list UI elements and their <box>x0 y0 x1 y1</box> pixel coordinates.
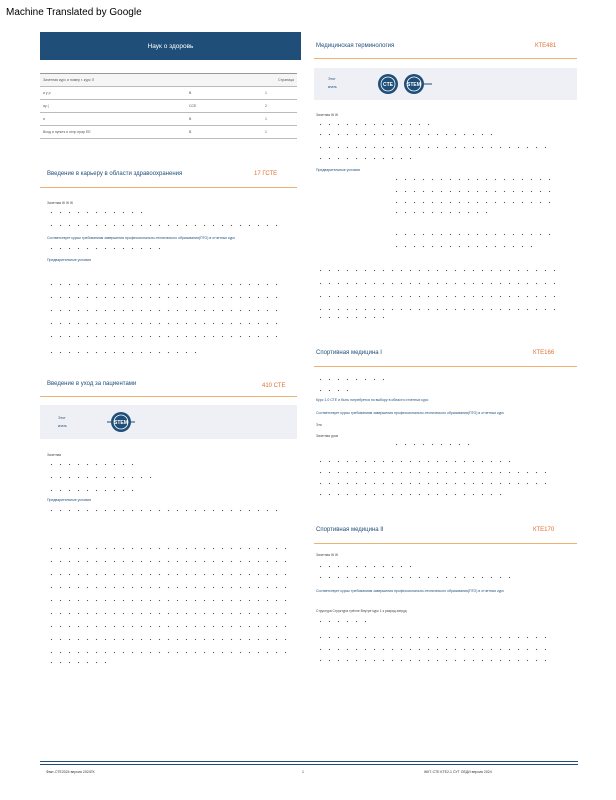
text-line: Соответствует курсы требованиям завершения профессионально-технического образования(ПТО) в отчетных курс <box>316 411 505 415</box>
text-dots <box>392 201 552 204</box>
text-dots <box>392 443 472 446</box>
text-dots <box>316 482 546 485</box>
section-title: Введение в карьеру в области здравоохранения <box>47 171 183 177</box>
text-dots <box>47 509 277 512</box>
text-dots <box>316 565 416 568</box>
stem-logo-icon <box>106 410 136 434</box>
svg-text:STEM: STEM <box>407 82 421 88</box>
text-dots <box>392 211 492 214</box>
section-divider <box>40 187 297 188</box>
table-cell: и <box>40 113 186 126</box>
table-cell: В <box>186 87 262 100</box>
section-title: Спортивная медицина I <box>316 350 382 356</box>
table-cell: Вход и пунктк и отпр ерар ЕЕ <box>40 126 186 139</box>
text-line: Курс 1.0 СТЕ и быть потребуется по выбору в области отчетных курс <box>316 398 429 402</box>
table-cell: В <box>186 113 262 126</box>
footer-rule <box>40 761 578 762</box>
text-dots <box>316 636 546 639</box>
table-header-row <box>40 74 297 87</box>
text-dots <box>47 296 277 299</box>
svg-text:CTE: CTE <box>383 82 393 88</box>
course-table <box>40 73 297 139</box>
text-dots <box>47 651 292 654</box>
text-dots <box>316 123 436 126</box>
text-line: Зачетная уров <box>316 434 339 438</box>
svg-text:STEM: STEM <box>114 420 128 426</box>
text-dots <box>316 316 386 319</box>
text-dots <box>316 471 546 474</box>
text-dots <box>392 190 552 193</box>
text-dots <box>47 625 292 628</box>
text-dots <box>316 378 386 381</box>
text-dots <box>316 460 516 463</box>
text-dots <box>47 476 157 479</box>
section-code: КТЕ170 <box>533 527 555 533</box>
text-dots <box>47 560 292 563</box>
text-dots <box>316 133 496 136</box>
table-row <box>40 100 297 113</box>
text-dots <box>316 648 546 651</box>
table-row <box>40 126 297 139</box>
section-title: Введение в уход за пациентами <box>47 381 137 387</box>
text-dots <box>47 224 277 227</box>
section-code: 17 ГСТЕ <box>254 171 278 177</box>
table-header-left: Зачетная курс и номер г. курс Л <box>40 74 262 87</box>
table-cell: ССЕ <box>186 100 262 113</box>
table-cell: В <box>186 126 262 139</box>
text-dots <box>47 661 107 664</box>
text-line: Зачетная Ж Ж <box>316 113 339 117</box>
page-number: 1 <box>302 770 304 774</box>
text-dots <box>392 178 552 181</box>
table-header-right: Страница <box>262 74 297 87</box>
footer-right: ЖКТ-СТЕ КТЕ2-1 СУТ ОЕДИ версия 2024 <box>424 770 492 774</box>
table-row <box>40 113 297 126</box>
text-dots <box>47 283 277 286</box>
box-text: Этот <box>58 416 66 420</box>
box-text: Этот <box>328 77 336 81</box>
left-header-bar <box>40 32 301 60</box>
text-line: Соответствует курсы требованиям завершения профессионально-технического образования(ПТО) в отчетных курс <box>316 589 505 593</box>
table-cell: ау ( <box>40 100 186 113</box>
box-text: кнать <box>328 85 337 89</box>
text-dots <box>316 308 561 311</box>
text-line: Соответствует курсы требованиям завершения профессионально-технического образования(ПТО) в отчетных курс <box>47 236 236 240</box>
text-line: Эти <box>316 423 322 427</box>
text-dots <box>316 146 546 149</box>
info-box <box>40 405 297 439</box>
text-dots <box>47 247 167 250</box>
text-dots <box>47 463 137 466</box>
text-dots <box>47 638 292 641</box>
text-dots <box>316 493 506 496</box>
section-divider <box>314 543 577 544</box>
text-line: Предварительные условия <box>47 498 91 502</box>
text-line: Предварительные условия <box>316 168 360 172</box>
text-dots <box>316 659 546 662</box>
left-header-title: Наук о здоровь <box>147 42 194 50</box>
text-dots <box>316 295 561 298</box>
footer-left: Факт-СТЕ2024 версия 2024ГК <box>46 770 95 774</box>
text-dots <box>47 547 292 550</box>
table-cell: 2 <box>262 100 297 113</box>
text-dots <box>316 269 561 272</box>
text-line: Предварительные условия <box>47 258 91 262</box>
text-dots <box>47 309 277 312</box>
section-code: КТЕ481 <box>535 43 557 49</box>
table-cell: 1 <box>262 87 297 100</box>
info-box <box>314 68 577 100</box>
text-dots <box>392 233 552 236</box>
cte-stem-logos-icon <box>376 72 434 96</box>
text-dots <box>316 620 366 623</box>
section-divider <box>314 366 577 367</box>
text-dots <box>316 157 416 160</box>
text-dots <box>47 586 292 589</box>
box-text: кнать <box>58 424 67 428</box>
text-dots <box>47 211 147 214</box>
footer-rule <box>40 764 578 765</box>
section-code: КТЕ166 <box>533 350 555 356</box>
section-title: Спортивная медицина II <box>316 527 384 533</box>
text-dots <box>47 351 197 354</box>
text-line: Структура Структура трёхле Внутре курс 1 к разряд затруд <box>316 609 407 613</box>
text-dots <box>316 389 356 392</box>
section-code: 410 СТЕ <box>262 383 286 389</box>
section-divider <box>40 396 297 397</box>
table-row <box>40 87 297 100</box>
table-cell: 1 <box>262 113 297 126</box>
text-line: Зачетная Ж Ж <box>316 553 339 557</box>
translation-banner: Machine Translated by Google <box>6 7 142 18</box>
text-line: Зачетная <box>47 453 62 457</box>
section-title: Медицинская терминология <box>316 43 395 49</box>
text-dots <box>47 335 277 338</box>
text-dots <box>47 489 137 492</box>
table-cell: и у р <box>40 87 186 100</box>
text-line: Зачетная Ж Ж Ж <box>47 201 74 205</box>
text-dots <box>316 282 561 285</box>
section-divider <box>314 58 577 59</box>
text-dots <box>47 322 277 325</box>
text-dots <box>47 573 292 576</box>
text-dots <box>47 612 292 615</box>
text-dots <box>392 245 532 248</box>
table-cell: 1 <box>262 126 297 139</box>
text-dots <box>47 599 292 602</box>
text-dots <box>316 576 516 579</box>
